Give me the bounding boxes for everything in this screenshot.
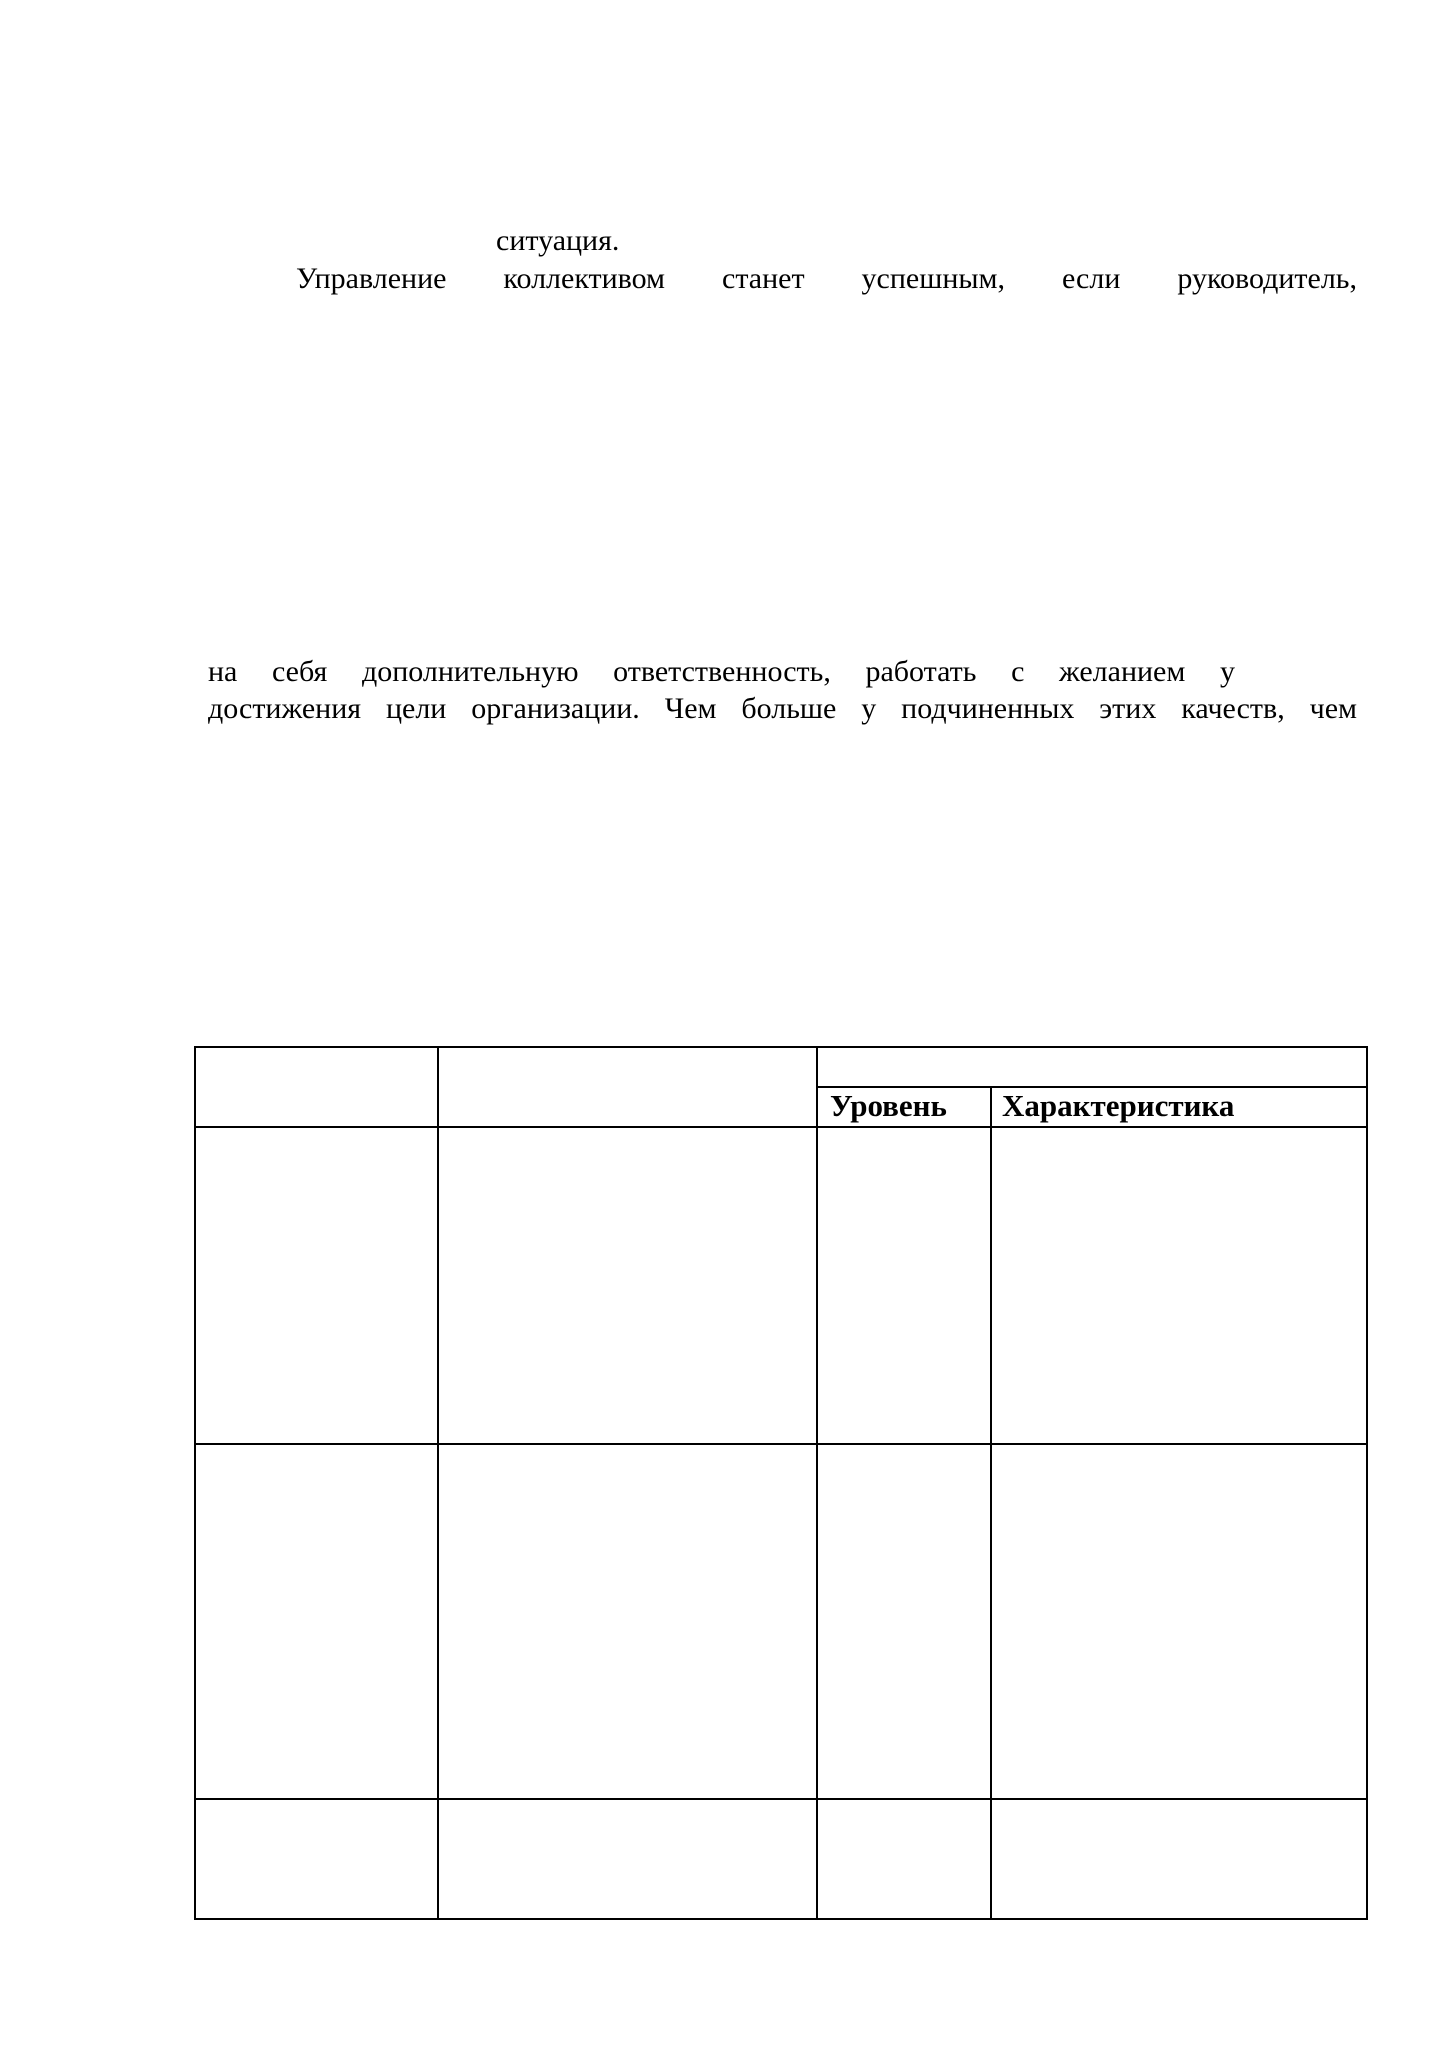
table-header-characteristic: Характеристика bbox=[1002, 1088, 1235, 1123]
text-line: ситуация. bbox=[496, 224, 620, 257]
table-rule-col-3 bbox=[990, 1086, 992, 1920]
text-line: на себя дополнительную ответственность, работать с желанием у bbox=[208, 655, 1235, 688]
table-header-level: Уровень bbox=[830, 1088, 947, 1123]
table-rule-row-1 bbox=[194, 1443, 1368, 1445]
table-rule-right bbox=[1366, 1046, 1368, 1920]
table-rule-col-2 bbox=[816, 1046, 818, 1920]
table-rule-bottom bbox=[194, 1918, 1368, 1920]
table-rule-row-2 bbox=[194, 1798, 1368, 1800]
table-rule-header-bottom bbox=[194, 1126, 1368, 1128]
leadership-table bbox=[194, 1046, 1368, 1920]
table-rule-top bbox=[194, 1046, 1368, 1048]
table-rule-left bbox=[194, 1046, 196, 1920]
text-line: достижения цели организации. Чем больше у подчиненных этих качеств, чем bbox=[208, 692, 1357, 725]
text-line: Управление коллективом станет успешным, если руководитель, bbox=[296, 262, 1357, 295]
table-rule-col-1 bbox=[437, 1046, 439, 1920]
